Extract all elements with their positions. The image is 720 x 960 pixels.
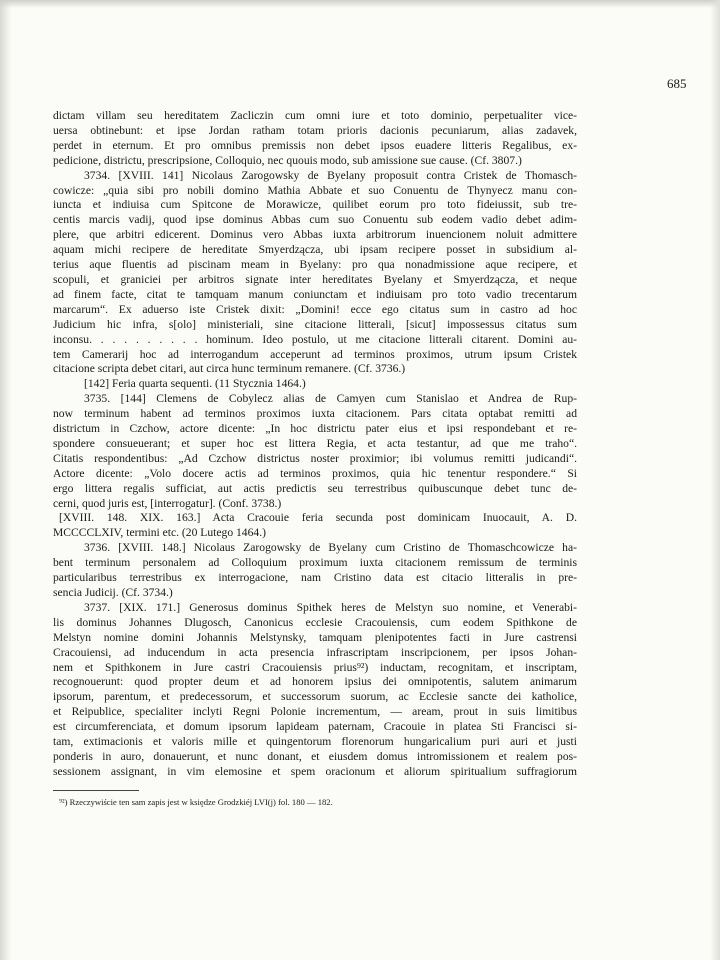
- text-line: sencia Judicij. (Cf. 3734.): [53, 586, 173, 599]
- main-text: [53, 109, 577, 780]
- text-line: terius aque fluentis ad piscinam meam in Byelany: pro qua nonadmissione aque recipere, et: [53, 258, 577, 272]
- text-line: ponderis in auro, donauerunt, et nunc donant, et eiusdem domus intromissionem et realem pos-: [53, 749, 577, 763]
- text-line: ipsorum, parentum, et predecessorum, et successorum suorum, ac Ecclesie sancte dei katholice,: [53, 690, 577, 704]
- entry-3737-start: 3737. [XIX. 171.] Generosus dominus Spithek heres de Melstyn suo nomine, et Venerabi-: [84, 600, 577, 614]
- text-line: est circumferenciata, et domum ipsorum lapideam paternam, Cracouie in platea Sti Francisci si-: [53, 720, 577, 734]
- text-line: scopuli, et granicieі per arbitros signate inter hereditates Byelany et Smyerdzącza, et neque: [53, 272, 577, 286]
- scan-shadow-left: [0, 0, 12, 960]
- entry-3735-start: 3735. [144] Clemens de Cobylecz alias de Camyen cum Stanislao et Andrea de Rup-: [84, 392, 577, 406]
- text-line: ad finem facte, citat te tamquam manum coniunctam et indiuisam pro toto vadio trecentarum: [53, 287, 577, 301]
- text-line: sessionem assignant, in vim elemosine et spem oracionum et aliorum spiritualium suffragiorum: [53, 764, 577, 778]
- text-line: districtum in Czchow, actore dicente: „In hoc districtu pater eius et ipsi respondebant et re-: [53, 422, 577, 436]
- text-line: Citatis respondentibus: „Ad Czchow districtus noster proximior; ibi volumus remitti judicandi“.: [53, 451, 577, 465]
- text-line: nem et Spithkonem in Jure castri Cracouiensis prius⁹²) inductam, recognitam, et inscriptam,: [53, 660, 577, 674]
- footnote: ⁹²) Rzeczywiście ten sam zapis jest w księdze Grodzkiéj LVI(j) fol. 180 — 182.: [59, 797, 333, 807]
- entry-3734-start: 3734. [XVIII. 141] Nicolaus Zarogowsky de Byelany proposuit contra Cristek de Thomasch-: [84, 168, 577, 182]
- text-line: iuncta et indiuisa cum Spitcone de Morawicze, quilibet eorum pro toto fideiussit, sub tre-: [53, 198, 577, 212]
- text-line: plere, que arbitri edicerent. Dominus vero Abbas iuxta arbitrorum inuencionem noluit admittere: [53, 228, 577, 242]
- text-line: inconsu. . . . . . . . . . hominum. Ideo postulo, ut me citacione litterali citarent. Domini au-: [53, 332, 577, 346]
- text-line: perdet in eternum. Et pro omnibus premissis non debet ipsos euadere litteris Regalibus, ex-: [53, 138, 577, 152]
- text-line: spondere consueuerant; et super hoc est littera Regia, et acta testantur, ad que me traho“.: [53, 436, 577, 450]
- text-line: uersa obtinebunt: et ipse Jordan ratham totam prioris dacionis pecuniarum, alias zadavek,: [53, 123, 577, 137]
- text-line: centis marcis vadij, quod ipse dominus Abbas cum suo Conuentu sub eodem vadio debet adim-: [53, 213, 577, 227]
- text-line: citacione scripta debet citari, aut circa hunc terminum remanere. (Cf. 3736.): [53, 362, 406, 376]
- text-line: now terminum habent ad terminos proximos iuxta citacionem. Pars citata optabat remitti ad: [53, 407, 577, 421]
- text-line: cerni, quod juris est, [interrogatur]. (Conf. 3738.): [53, 496, 282, 510]
- text-line: marcarum“. Ex aduerso iste Cristek dixit: „Domini! ecce ego citatus sum in castro ad hoc: [53, 302, 577, 316]
- text-line: tem Camerarij hoc ad interrogandum acceperunt ad terminos proximos, utrum ipsum Cristek: [53, 347, 577, 361]
- text-line: et Reipublice, specialiter inclyti Regni Polonie incrementum, — aream, prout in suis limitibus: [53, 705, 577, 719]
- text-line: recognouerunt: quod propter deum et ad honorem ipsius dei omnipotentis, salutem animarum: [53, 675, 577, 689]
- text-line: dictam villam seu hereditatem Zacliczin cum omni iure et toto dominio, perpetualiter vice-: [53, 109, 577, 122]
- text-line: ergo littera regalis sufficiat, aut actis predictis seu terrestribus quibuscunque debet tunc de-: [53, 481, 577, 495]
- text-line: aquam michi recipere de hereditate Smyerdzącza, ubi ipsam recipere posset in subsidium al-: [53, 243, 577, 257]
- footnote-rule: [53, 790, 139, 791]
- text-line: Melstyn nomine domini Johannis Melstynsky, tamquam plenipotentes facti in Jure castrensi: [53, 630, 577, 644]
- entry-3736-start: 3736. [XVIII. 148.] Nicolaus Zarogowsky de Byelany cum Cristino de Thomaschcowicze ha-: [84, 541, 577, 555]
- session-heading-continued: MCCCCLXIV, termini etc. (20 Lutego 1464.): [53, 526, 266, 540]
- page-number: 685: [667, 76, 687, 91]
- text-line: particularibus terrestribus ex interrogacione, nam Cristino data est citacio litteralis in pre-: [53, 571, 577, 585]
- text-line: lis dominus Johannes Dlugosch, Canonicus ecclesie Cracouiensis, cum eodem Spithkone de: [53, 615, 577, 629]
- text-line: Cracouiensi, ad inducendum in acta presencia infrascriptam inscripcionem, per ipsos Johan-: [53, 645, 577, 659]
- text-line: bent terminum personalem ad Colloquium proximum iuxta citacionem remissum de terminis: [53, 556, 577, 570]
- text-line: pedicione, districtu, prescripsione, Colloquio, nec quouis modo, sub amissione sue cause. (Cf. 3807.): [53, 153, 522, 167]
- text-line: Judicium hic infra, s[olo] ministeriali, sine citacione litterali, [sicut] impossessus citatus sum: [53, 317, 577, 331]
- session-heading: [XVIII. 148. XIX. 163.] Acta Cracouie feria secunda post dominicam Inuocauit, A. D.: [59, 511, 577, 525]
- session-heading: [142] Feria quarta sequenti. (11 Stycznia 1464.): [84, 377, 306, 391]
- text-line: tam, extimacionis et valoris mille et quingentorum florenorum hungaricalium puri auri et justi: [53, 735, 577, 749]
- text-line: cowicze: „quia sibi pro nobili domino Mathia Abbate et suo Conuentu de Thynyecz manu con-: [53, 183, 577, 197]
- scan-shadow-top: [0, 0, 720, 8]
- scan-shadow-right: [710, 0, 720, 960]
- text-line: Actore dicente: „Volo docere actis ad terminos proximos, quia hic tenentur respondere.“ Si: [53, 466, 577, 480]
